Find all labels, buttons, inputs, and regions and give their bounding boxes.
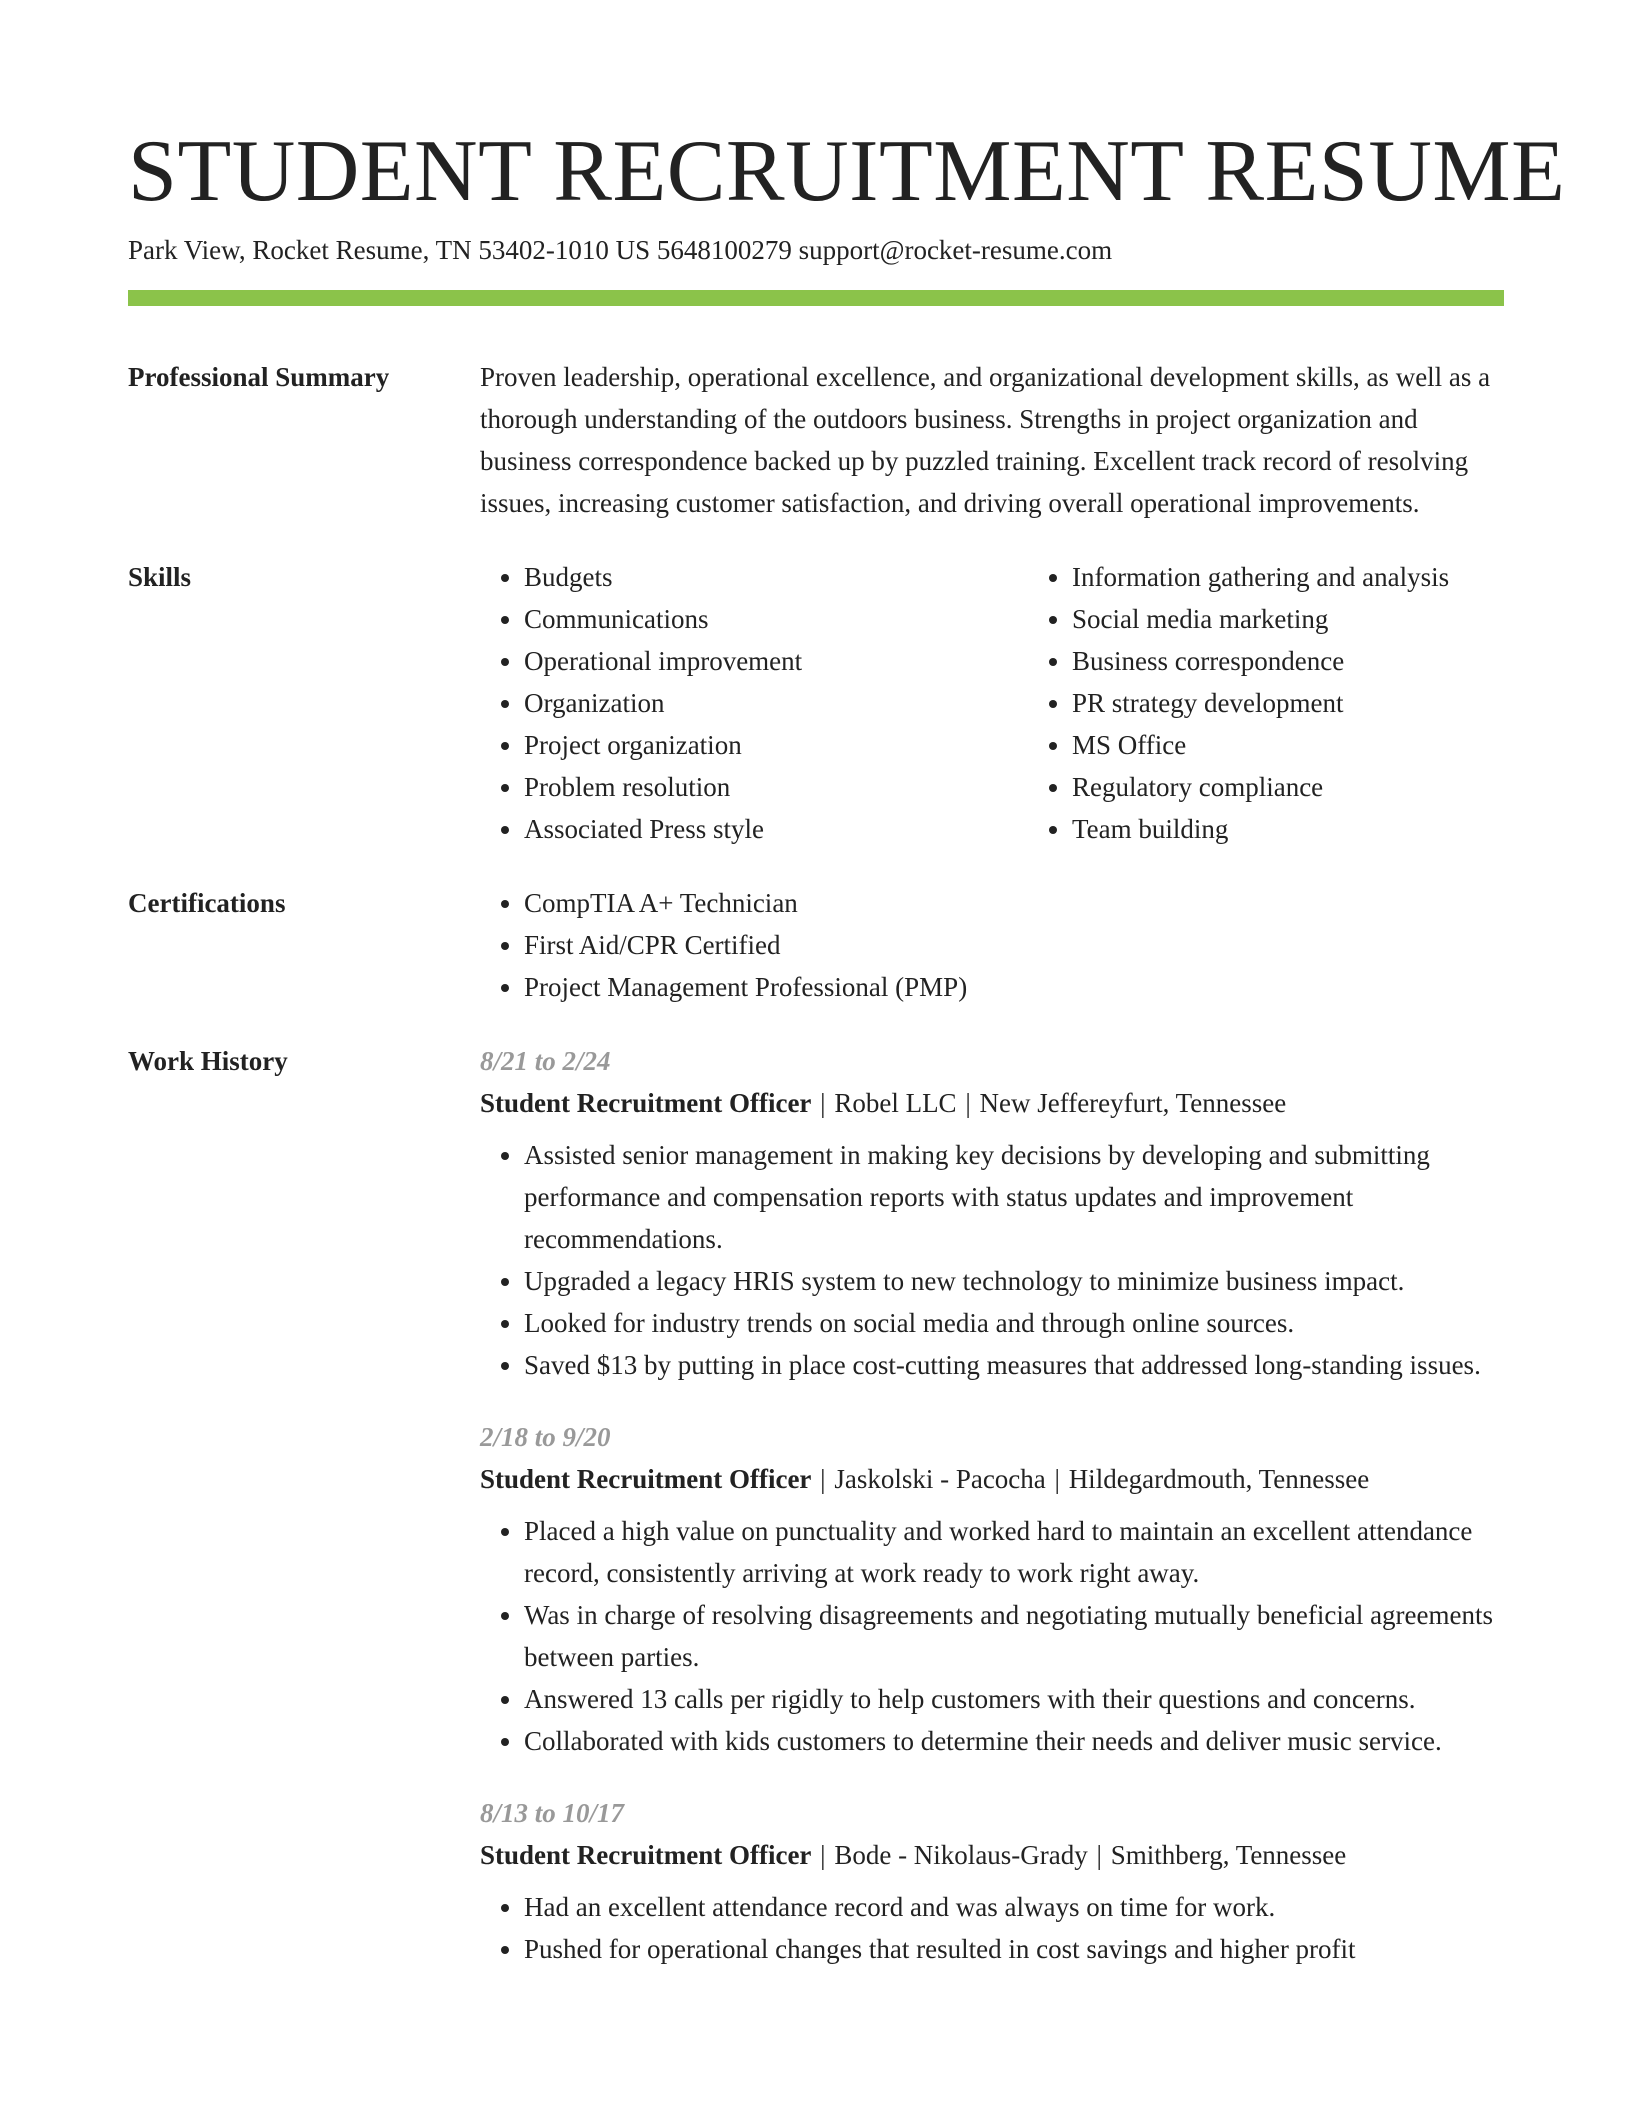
work-history-label: Work History bbox=[128, 1046, 288, 1076]
skill-item: • Problem resolution bbox=[524, 766, 1028, 808]
job-bullet: • Had an excellent attendance record and was always on time for work. bbox=[524, 1886, 1504, 1928]
skills-section bbox=[128, 556, 1504, 850]
resume-page bbox=[128, 0, 1566, 2000]
job-bullet: • Looked for industry trends on social media and through online sources. bbox=[524, 1302, 1504, 1344]
job-bullet: • Was in charge of resolving disagreements and negotiating mutually beneficial agreements between parties. bbox=[524, 1594, 1504, 1678]
skill-item: • Team building bbox=[1072, 808, 1576, 850]
resume-title: STUDENT RECRUITMENT RESUME bbox=[128, 123, 1566, 220]
certification-item: • CompTIA A+ Technician bbox=[524, 882, 1504, 924]
job-entry bbox=[480, 1416, 1504, 1762]
skill-item: • Project organization bbox=[524, 724, 1028, 766]
job-bullet: • Upgraded a legacy HRIS system to new technology to minimize business impact. bbox=[524, 1260, 1504, 1302]
job-bullet: • Saved $13 by putting in place cost-cutting measures that addressed long-standing issues. bbox=[524, 1344, 1504, 1386]
certification-item: • First Aid/CPR Certified bbox=[524, 924, 1504, 966]
summary-text: Proven leadership, operational excellence, and organizational development skills, as well as a thorough understanding of the outdoors business. Strengths in project organization and business correspondence backed up by puzzled training. Excellent track record of resolving issues, increasing customer satisfaction, and driving overall operational improvements. bbox=[480, 362, 1491, 518]
job-title: Student Recruitment Officer bbox=[480, 1464, 812, 1494]
skill-item: • Business correspondence bbox=[1072, 640, 1576, 682]
certifications-section bbox=[128, 882, 1504, 1008]
skill-item: • Information gathering and analysis bbox=[1072, 556, 1576, 598]
job-title: Student Recruitment Officer bbox=[480, 1840, 812, 1870]
job-bullet: • Collaborated with kids customers to determine their needs and deliver music service. bbox=[524, 1720, 1504, 1762]
skill-item: • PR strategy development bbox=[1072, 682, 1576, 724]
job-title: Student Recruitment Officer bbox=[480, 1088, 812, 1118]
certifications-list bbox=[480, 882, 1504, 1008]
job-bullet: • Answered 13 calls per rigidly to help customers with their questions and concerns. bbox=[524, 1678, 1504, 1720]
skill-item: • Social media marketing bbox=[1072, 598, 1576, 640]
skill-item: • Operational improvement bbox=[524, 640, 1028, 682]
certifications-label: Certifications bbox=[128, 888, 286, 918]
job-company: Robel LLC bbox=[834, 1088, 957, 1118]
skill-item: • Communications bbox=[524, 598, 1028, 640]
job-dates: 8/13 to 10/17 bbox=[480, 1798, 625, 1828]
job-title-line: Student Recruitment Officer | Robel LLC | New Jeffereyfurt, Tennessee bbox=[480, 1088, 1287, 1118]
skill-item: • Associated Press style bbox=[524, 808, 1028, 850]
job-entry bbox=[480, 1792, 1504, 1970]
skill-item: • Organization bbox=[524, 682, 1028, 724]
skills-list-left bbox=[480, 556, 1028, 850]
job-title-line: Student Recruitment Officer | Bode - Nikolaus-Grady | Smithberg, Tennessee bbox=[480, 1840, 1347, 1870]
header-divider bbox=[128, 290, 1504, 306]
job-location: Hildegardmouth, Tennessee bbox=[1068, 1464, 1370, 1494]
work-history-section bbox=[128, 1040, 1504, 2000]
summary-label: Professional Summary bbox=[128, 362, 390, 392]
skill-item: • Regulatory compliance bbox=[1072, 766, 1576, 808]
job-dates: 2/18 to 9/20 bbox=[480, 1422, 611, 1452]
skills-list-right bbox=[1028, 556, 1576, 850]
skill-item: • Budgets bbox=[524, 556, 1028, 598]
skills-label: Skills bbox=[128, 562, 192, 592]
job-bullet: • Placed a high value on punctuality and worked hard to maintain an excellent attendance record, consistently arriving at work ready to work right away. bbox=[524, 1510, 1504, 1594]
job-company: Jaskolski - Pacocha bbox=[834, 1464, 1046, 1494]
job-entry bbox=[480, 1040, 1504, 1386]
job-location: Smithberg, Tennessee bbox=[1110, 1840, 1347, 1870]
job-bullets bbox=[480, 1510, 1504, 1762]
contact-line: Park View, Rocket Resume, TN 53402-1010 US 5648100279 support@rocket-resume.com bbox=[128, 235, 1113, 265]
job-bullet: • Pushed for operational changes that resulted in cost savings and higher profit bbox=[524, 1928, 1504, 1970]
summary-section bbox=[128, 356, 1504, 524]
job-bullets bbox=[480, 1886, 1504, 1970]
job-title-line: Student Recruitment Officer | Jaskolski - Pacocha | Hildegardmouth, Tennessee bbox=[480, 1464, 1370, 1494]
job-dates: 8/21 to 2/24 bbox=[480, 1046, 611, 1076]
job-bullets bbox=[480, 1134, 1504, 1386]
job-bullet: • Assisted senior management in making key decisions by developing and submitting performance and compensation reports with status updates and improvement recommendations. bbox=[524, 1134, 1504, 1260]
job-location: New Jeffereyfurt, Tennessee bbox=[979, 1088, 1287, 1118]
job-company: Bode - Nikolaus-Grady bbox=[834, 1840, 1088, 1870]
certification-item: • Project Management Professional (PMP) bbox=[524, 966, 1504, 1008]
skill-item: • MS Office bbox=[1072, 724, 1576, 766]
